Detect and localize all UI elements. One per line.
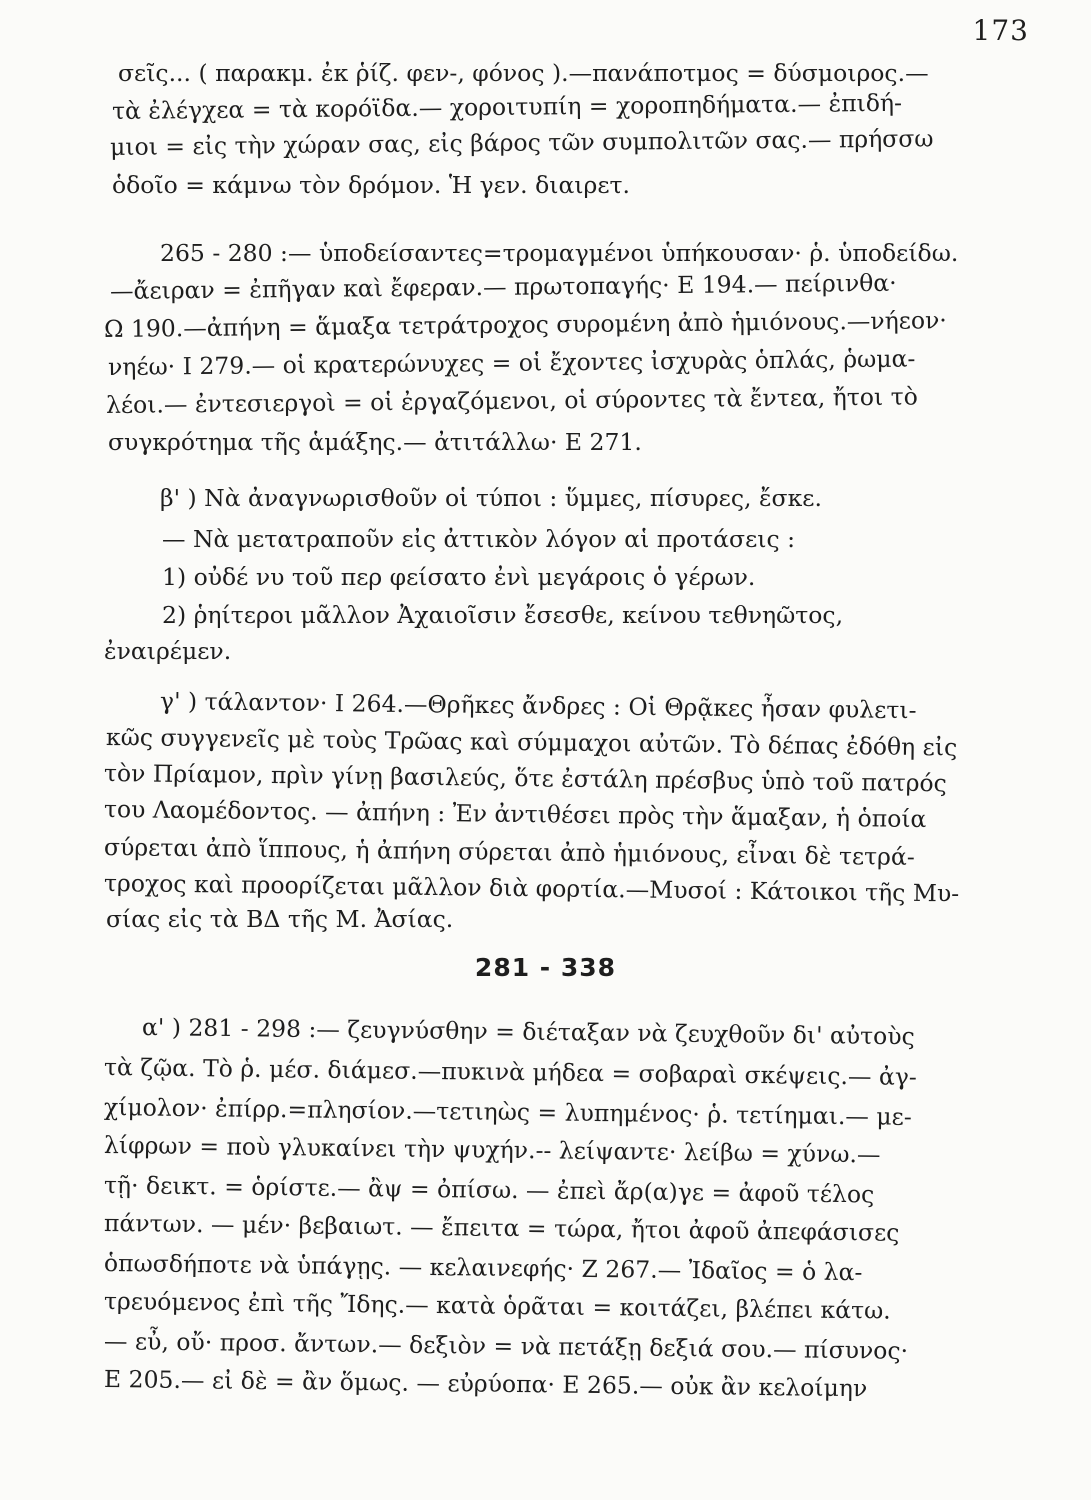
text-line: ὁπωσδήποτε νὰ ὑπάγῃς. — κελαινεφής· Ζ 267.— Ἰδαῖος = ὁ λα- — [103, 1249, 863, 1287]
text-line: συγκρότημα τῆς ἁμάξης.— ἀτιτάλλω· Ε 271. — [108, 428, 642, 456]
text-line: τρευόμενος ἐπὶ τῆς Ἴδης.— κατὰ ὁρᾶται = κοιτάζει, βλέπει κάτω. — [103, 1287, 891, 1325]
text-line: σίας εἰς τὰ ΒΔ τῆς Μ. Ἀσίας. — [106, 905, 454, 933]
page-number: 173 — [972, 14, 1029, 47]
section-heading: 281 - 338 — [474, 953, 617, 982]
text-line: 1) οὐδέ νυ τοῦ περ φείσατο ἐνὶ μεγάροις ὁ γέρων. — [162, 563, 756, 591]
text-line: α' ) 281 - 298 :— ζευγνύσθην = διέταξαν νὰ ζευχθοῦν δι' αὐτοὺς — [141, 1013, 915, 1051]
text-line: 2) ῥηίτεροι μᾶλλον Ἀχαιοῖσιν ἔσεσθε, κείνου τεθνηῶτος, — [162, 601, 844, 629]
text-line: γ' ) τάλαντον· Ι 264.—Θρῆκες ἄνδρες : Οἱ Θρᾷκες ἦσαν φυλετι- — [159, 687, 917, 725]
text-line: τροχος καὶ προορίζεται μᾶλλον διὰ φορτία.—Μυσοί : Κάτοικοι τῆς Μυ- — [103, 869, 960, 908]
text-line: σύρεται ἀπὸ ἵππους, ἡ ἀπήνη σύρεται ἀπὸ ἡμιόνους, εἶναι δὲ τετρά- — [103, 833, 915, 871]
text-line: τὸν Πρίαμον, πρὶν γίνῃ βασιλεύς, ὅτε ἐστάλη πρέσβυς ὑπὸ τοῦ πατρός — [103, 759, 947, 798]
text-line: — Νὰ μετατραποῦν εἰς ἀττικὸν λόγον αἱ προτάσεις : — [162, 525, 796, 553]
text-line: Ε 205.— εἰ δὲ = ἂν ὅμως. — εὐρύοπα· Ε 265.— οὐκ ἂν κελοίμην — [103, 1365, 868, 1403]
text-line: νηέω· Ι 279.— οἱ κρατερώνυχες = οἱ ἔχοντες ἰσχυρὰς ὁπλάς, ῥωμα- — [107, 344, 916, 381]
text-line: του Λαομέδοντος. — ἀπήνη : Ἐν ἀντιθέσει πρὸς τὴν ἅμαξαν, ἡ ὁποία — [103, 795, 927, 834]
text-line: — εὖ, οὔ· προσ. ἄντων.— δεξιὸν = νὰ πετάξῃ δεξιά σου.— πίσυνος· — [103, 1327, 909, 1365]
text-line: ὁδοῖο = κάμνω τὸν δρόμον. Ἡ γεν. διαιρετ. — [112, 171, 630, 199]
text-line: 265 - 280 :— ὑποδείσαντες=τρομαγμένοι ὑπήκουσαν· ῥ. ὑποδείδω. — [160, 239, 959, 267]
text-line: χίμολον· ἐπίρρ.=πλησίον.—τετιηὼς = λυπημένος· ῥ. τετίημαι.— με- — [103, 1093, 912, 1131]
text-line: πάντων. — μέν· βεβαιωτ. — ἔπειτα = τώρα, ἤτοι ἀφοῦ ἀπεφάσισες — [103, 1209, 900, 1247]
text-line: Ω 190.—ἀπήνη = ἅμαξα τετράτροχος συρομένη ἀπὸ ἡμιόνους.—νήεον· — [103, 306, 947, 343]
text-line: τὰ ἐλέγχεα = τὰ κορόϊδα.— χοροιτυπίη = χοροπηδήματα.— ἐπιδή- — [111, 88, 903, 125]
text-line: τὰ ζῷα. Τὸ ῥ. μέσ. διάμεσ.—πυκινὰ μήδεα = σοβαραὶ σκέψεις.— ἀγ- — [103, 1053, 917, 1091]
text-line: λέοι.— ἐντεσιεργοὶ = οἱ ἐργαζόμενοι, οἱ σύροντες τὰ ἔντεα, ἤτοι τὸ — [105, 382, 918, 419]
text-line: μιοι = εἰς τὴν χώραν σας, εἰς βάρος τῶν συμπολιτῶν σας.— πρήσσω — [109, 124, 934, 161]
text-line: τῇ· δεικτ. = ὁρίστε.— ἂψ = ὀπίσω. — ἐπεὶ ἄρ(α)γε = ἀφοῦ τέλος — [103, 1171, 875, 1209]
text-line: λίφρων = ποὺ γλυκαίνει τὴν ψυχήν.-- λείψαντε· λείβω = χύνω.— — [103, 1131, 881, 1169]
text-line: —ἄειραν = ἐπῆγαν καὶ ἔφεραν.— πρωτοπαγής· Ε 194.— πείρινθα· — [109, 268, 897, 305]
text-line: σεῖς... ( παρακμ. ἐκ ῥίζ. φεν-, φόνος ).—πανάποτμος = δύσμοιρος.— — [118, 59, 929, 87]
text-line: β' ) Νὰ ἀναγνωρισθοῦν οἱ τύποι : ὕμμες, πίσυρες, ἔσκε. — [160, 484, 822, 512]
text-line: κῶς συγγενεῖς μὲ τοὺς Τρῶας καὶ σύμμαχοι αὐτῶν. Τὸ δέπας ἐδόθη εἰς — [105, 723, 958, 762]
text-line: ἐναιρέμεν. — [104, 637, 232, 665]
